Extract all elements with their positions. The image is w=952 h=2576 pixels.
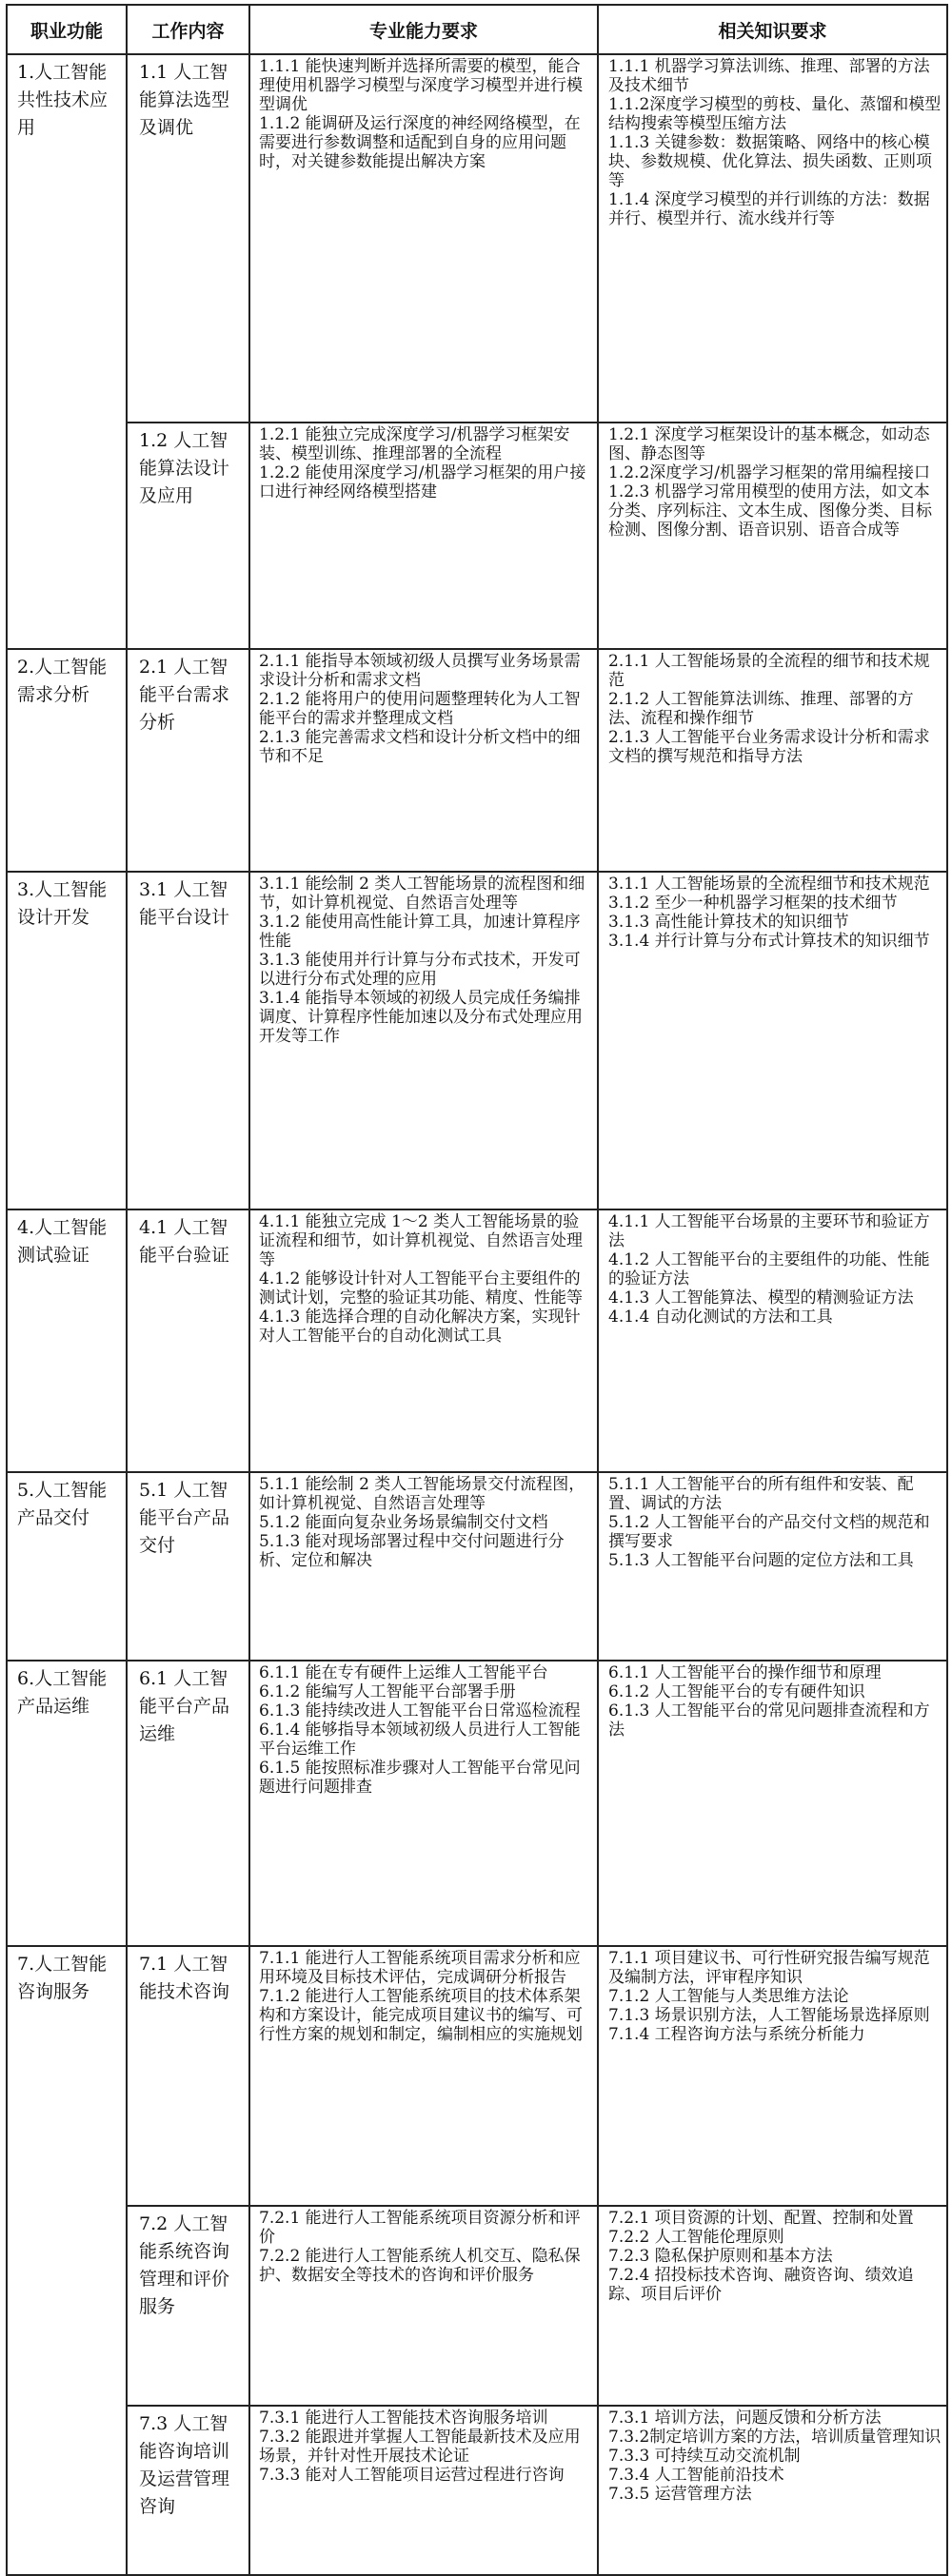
ability-item: 6.1.3 能持续改进人工智能平台日常巡检流程 [259, 1701, 581, 1721]
knowledge-item: 2.1.2 人工智能算法训练、推理、部署的方法、流程和操作细节 [608, 690, 914, 728]
work-cell: 5.1 人工智能平台产品交付 [127, 1472, 249, 1661]
ability-item: 7.2.1 能进行人工智能系统项目资源分析和评价 [259, 2209, 581, 2247]
ability-item: 3.1.3 能使用并行计算与分布式技术，开发可以进行分布式处理的应用 [259, 951, 581, 989]
ability-item: 7.1.2 能进行人工智能系统项目的技术体系架构和方案设计，能完成项目建议书的编写、可行性方案的规划和制定，编制相应的实施规划 [259, 1987, 583, 2044]
knowledge-item: 1.1.3 关键参数：数据策略、网络中的核心模块、参数规模、优化算法、损失函数、正则项等 [608, 133, 932, 190]
knowledge-item: 5.1.2 人工智能平台的产品交付文档的规范和撰写要求 [608, 1513, 930, 1551]
knowledge-item: 6.1.2 人工智能平台的专有硬件知识 [608, 1682, 865, 1701]
knowledge-cell [598, 2206, 947, 2406]
knowledge-item: 2.1.1 人工智能场景的全流程的细节和技术规范 [608, 652, 930, 690]
knowledge-item: 3.1.1 人工智能场景的全流程细节和技术规范 [608, 875, 930, 894]
function-cell: 2.人工智能需求分析 [7, 649, 127, 872]
table-row [7, 1661, 947, 1946]
ability-item: 6.1.2 能编写人工智能平台部署手册 [259, 1682, 516, 1701]
table-row [7, 1209, 947, 1472]
ability-cell [249, 649, 598, 872]
knowledge-item: 2.1.3 人工智能平台业务需求设计分析和需求文档的撰写规范和指导方法 [608, 728, 930, 766]
knowledge-cell [598, 872, 947, 1209]
knowledge-cell [598, 54, 947, 423]
ability-item: 2.1.3 能完善需求文档和设计分析文档中的细节和不足 [259, 728, 581, 766]
table-row [7, 649, 947, 872]
work-cell: 7.1 人工智能技术咨询 [127, 1946, 249, 2206]
ability-item: 5.1.3 能对现场部署过程中交付问题进行分析、定位和解决 [259, 1532, 565, 1570]
knowledge-cell [598, 1661, 947, 1946]
knowledge-item: 3.1.4 并行计算与分布式计算技术的知识细节 [608, 932, 930, 951]
table-row [7, 1472, 947, 1661]
knowledge-item: 6.1.1 人工智能平台的操作细节和原理 [608, 1663, 882, 1682]
knowledge-item: 7.2.4 招投标技术咨询、融资咨询、绩效追踪、项目后评价 [608, 2266, 914, 2304]
work-cell: 4.1 人工智能平台验证 [127, 1209, 249, 1472]
knowledge-item: 7.2.2 人工智能伦理原则 [608, 2228, 784, 2247]
knowledge-cell [598, 423, 947, 649]
knowledge-item: 1.2.3 机器学习常用模型的使用方法，如文本分类、序列标注、文本生成、图像分类、目标检测、图像分割、语音识别、语音合成等 [608, 482, 932, 540]
ability-cell [249, 1472, 598, 1661]
table-row [7, 2406, 947, 2575]
function-cell: 4.人工智能测试验证 [7, 1209, 127, 1472]
knowledge-item: 6.1.3 人工智能平台的常见问题排查流程和方法 [608, 1701, 930, 1740]
knowledge-item: 1.2.1 深度学习框架设计的基本概念，如动态图、静态图等 [608, 425, 930, 463]
knowledge-item: 7.2.3 隐私保护原则和基本方法 [608, 2247, 833, 2266]
ability-item: 3.1.1 能绘制 2 类人工智能场景的流程图和细节，如计算机视觉、自然语言处理等 [259, 875, 585, 913]
work-cell: 6.1 人工智能平台产品运维 [127, 1661, 249, 1946]
ability-item: 1.2.1 能独立完成深度学习/机器学习框架安装、模型训练、推理部署的全流程 [259, 425, 570, 463]
knowledge-item: 7.1.4 工程咨询方法与系统分析能力 [608, 2025, 865, 2044]
header-ability: 专业能力要求 [249, 5, 598, 54]
knowledge-item: 4.1.4 自动化测试的方法和工具 [608, 1308, 833, 1327]
work-cell: 3.1 人工智能平台设计 [127, 872, 249, 1209]
ability-item: 7.1.1 能进行人工智能系统项目需求分析和应用环境及目标技术评估，完成调研分析报告 [259, 1949, 581, 1987]
knowledge-cell [598, 649, 947, 872]
work-cell: 2.1 人工智能平台需求分析 [127, 649, 249, 872]
work-cell: 7.3 人工智能咨询培训及运营管理咨询 [127, 2406, 249, 2575]
ability-item: 7.3.2 能跟进并掌握人工智能最新技术及应用场景，并针对性开展技术论证 [259, 2428, 581, 2466]
header-work: 工作内容 [127, 5, 249, 54]
work-cell: 1.2 人工智能算法设计及应用 [127, 423, 249, 649]
work-cell: 1.1 人工智能算法选型及调优 [127, 54, 249, 423]
knowledge-item: 1.1.1 机器学习算法训练、推理、部署的方法及技术细节 [608, 57, 930, 95]
knowledge-cell [598, 2406, 947, 2575]
function-cell: 5.人工智能产品交付 [7, 1472, 127, 1661]
table-row [7, 54, 947, 423]
knowledge-item: 7.3.2制定培训方案的方法，培训质量管理知识 [608, 2428, 942, 2447]
work-cell: 7.2 人工智能系统咨询管理和评价服务 [127, 2206, 249, 2406]
ability-item: 7.2.2 能进行人工智能系统人机交互、隐私保护、数据安全等技术的咨询和评价服务 [259, 2247, 581, 2285]
ability-item: 1.2.2 能使用深度学习/机器学习框架的用户接口进行神经网络模型搭建 [259, 463, 586, 501]
knowledge-cell [598, 1946, 947, 2206]
function-cell: 6.人工智能 产品运维 [7, 1661, 127, 1946]
knowledge-cell [598, 1209, 947, 1472]
table-row [7, 2206, 947, 2406]
ability-item: 7.3.1 能进行人工智能技术咨询服务培训 [259, 2409, 548, 2428]
knowledge-item: 4.1.3 人工智能算法、模型的精测验证方法 [608, 1288, 914, 1308]
knowledge-item: 7.3.3 可持续互动交流机制 [608, 2447, 801, 2466]
ability-item: 5.1.2 能面向复杂业务场景编制交付文档 [259, 1513, 548, 1532]
ability-cell [249, 2206, 598, 2406]
knowledge-item: 7.3.1 培训方法，问题反馈和分析方法 [608, 2409, 882, 2428]
knowledge-cell [598, 1472, 947, 1661]
knowledge-item: 1.1.2深度学习模型的剪枝、量化、蒸馏和模型结构搜索等模型压缩方法 [608, 95, 942, 133]
ability-cell [249, 54, 598, 423]
knowledge-item: 5.1.3 人工智能平台问题的定位方法和工具 [608, 1551, 914, 1570]
knowledge-item: 7.1.3 场景识别方法，人工智能场景选择原则 [608, 2006, 930, 2025]
function-cell: 1.人工智能共性技术应用 [7, 54, 127, 649]
knowledge-item: 3.1.3 高性能计算技术的知识细节 [608, 913, 849, 932]
ability-item: 2.1.2 能将用户的使用问题整理转化为人工智能平台的需求并整理成文档 [259, 690, 581, 728]
ability-item: 1.1.1 能快速判断并选择所需要的模型，能合理使用机器学习模型与深度学习模型并进行模型调优 [259, 57, 583, 114]
ability-item: 2.1.1 能指导本领域初级人员撰写业务场景需求设计分析和需求文档 [259, 652, 581, 690]
knowledge-item: 3.1.2 至少一种机器学习框架的技术细节 [608, 894, 898, 913]
ability-cell [249, 1209, 598, 1472]
table-header-row [7, 5, 947, 54]
ability-item: 6.1.4 能够指导本领域初级人员进行人工智能平台运维工作 [259, 1721, 581, 1759]
ability-item: 6.1.1 能在专有硬件上运维人工智能平台 [259, 1663, 548, 1682]
knowledge-item: 7.1.2 人工智能与人类思维方法论 [608, 1987, 849, 2006]
function-cell: 3.人工智能设计开发 [7, 872, 127, 1209]
knowledge-item: 1.1.4 深度学习模型的并行训练的方法：数据并行、模型并行、流水线并行等 [608, 190, 930, 228]
knowledge-item: 7.1.1 项目建议书、可行性研究报告编写规范及编制方法，评审程序知识 [608, 1949, 930, 1987]
ability-cell [249, 423, 598, 649]
knowledge-item: 7.3.4 人工智能前沿技术 [608, 2466, 784, 2485]
knowledge-item: 4.1.2 人工智能平台的主要组件的功能、性能的验证方法 [608, 1250, 930, 1288]
ability-cell [249, 2406, 598, 2575]
knowledge-item: 7.3.5 运营管理方法 [608, 2485, 752, 2504]
function-cell: 7.人工智能咨询服务 [7, 1946, 127, 2575]
table-row [7, 1946, 947, 2206]
ability-item: 7.3.3 能对人工智能项目运营过程进行咨询 [259, 2466, 565, 2485]
ability-cell [249, 1661, 598, 1946]
ability-item: 3.1.2 能使用高性能计算工具，加速计算程序性能 [259, 913, 581, 951]
table-row [7, 872, 947, 1209]
table-row [7, 423, 947, 649]
competency-table [6, 4, 948, 2576]
ability-item: 4.1.2 能够设计针对人工智能平台主要组件的测试计划，完整的验证其功能、精度、性能等 [259, 1269, 583, 1308]
ability-cell [249, 872, 598, 1209]
knowledge-item: 4.1.1 人工智能平台场景的主要环节和验证方法 [608, 1212, 930, 1250]
knowledge-item: 7.2.1 项目资源的计划、配置、控制和处置 [608, 2209, 914, 2228]
ability-cell [249, 1946, 598, 2206]
header-knowledge: 相关知识要求 [598, 5, 947, 54]
knowledge-item: 1.2.2深度学习/机器学习框架的常用编程接口 [608, 463, 930, 482]
ability-item: 3.1.4 能指导本领域的初级人员完成任务编排调度、计算程序性能加速以及分布式处理应用开发等工作 [259, 989, 583, 1046]
header-function: 职业功能 [7, 5, 127, 54]
ability-item: 1.1.2 能调研及运行深度的神经网络模型，在需要进行参数调整和适配到自身的应用问题时，对关键参数能提出解决方案 [259, 114, 581, 171]
ability-item: 4.1.1 能独立完成 1～2 类人工智能场景的验证流程和细节，如计算机视觉、自然语言处理等 [259, 1212, 583, 1269]
ability-item: 5.1.1 能绘制 2 类人工智能场景交付流程图，如计算机视觉、自然语言处理等 [259, 1475, 585, 1513]
ability-item: 6.1.5 能按照标准步骤对人工智能平台常见问题进行问题排查 [259, 1759, 581, 1797]
knowledge-item: 5.1.1 人工智能平台的所有组件和安装、配置、调试的方法 [608, 1475, 914, 1513]
document-page [6, 4, 946, 2576]
ability-item: 4.1.3 能选择合理的自动化解决方案，实现针对人工智能平台的自动化测试工具 [259, 1308, 581, 1346]
